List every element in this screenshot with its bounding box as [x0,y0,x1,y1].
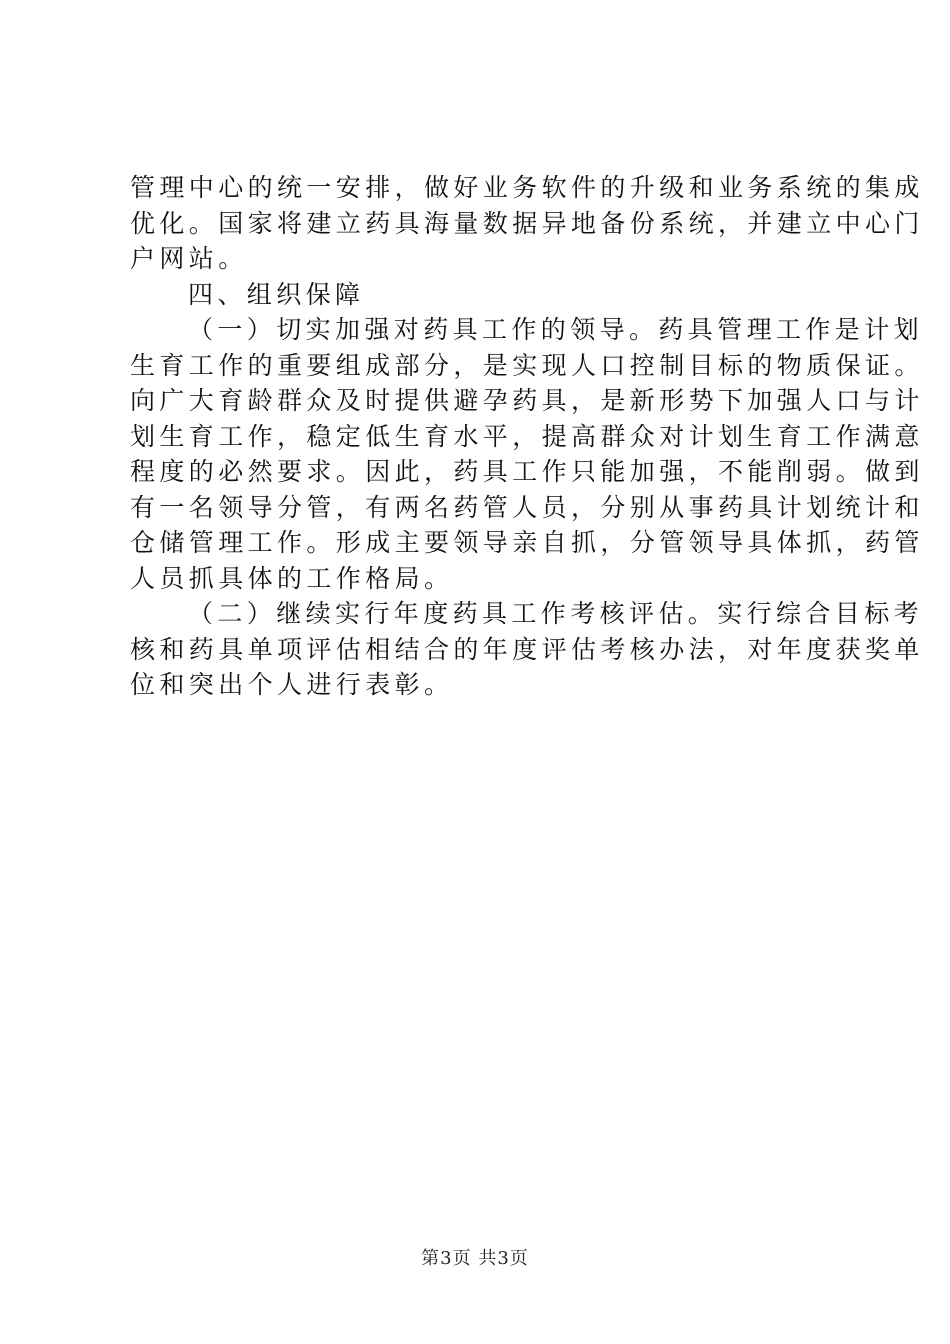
paragraph-line: 有一名领导分管，有两名药管人员，分别从事药具计划统计和 [130,492,924,522]
section-heading: 四、组织保障 [188,279,365,309]
document-body [130,170,924,703]
page-number-footer: 第3页 共3页 [421,1248,529,1269]
paragraph-line: 程度的必然要求。因此，药具工作只能加强，不能削弱。做到 [130,457,924,486]
text-line: 户网站。 [130,244,248,273]
paragraph-line: 位和突出个人进行表彰。 [130,670,454,699]
paragraph-line: 仓储管理工作。形成主要领导亲自抓，分管领导具体抓，药管 [130,528,924,557]
paragraph-line: （二）继续实行年度药具工作考核评估。实行综合目标考 [188,599,924,628]
text-line: 管理中心的统一安排，做好业务软件的升级和业务系统的集成 [130,173,924,202]
paragraph-line: （一）切实加强对药具工作的领导。药具管理工作是计划 [188,315,924,344]
paragraph-line: 人员抓具体的工作格局。 [130,563,454,593]
paragraph-line: 生育工作的重要组成部分，是实现人口控制目标的物质保证。 [130,350,924,380]
paragraph-line: 核和药具单项评估相结合的年度评估考核办法，对年度获奖单 [130,634,924,664]
paragraph-line: 向广大育龄群众及时提供避孕药具，是新形势下加强人口与计 [130,386,924,415]
text-line: 优化。国家将建立药具海量数据异地备份系统，并建立中心门 [130,208,924,238]
paragraph-line: 划生育工作，稳定低生育水平，提高群众对计划生育工作满意 [130,421,924,451]
